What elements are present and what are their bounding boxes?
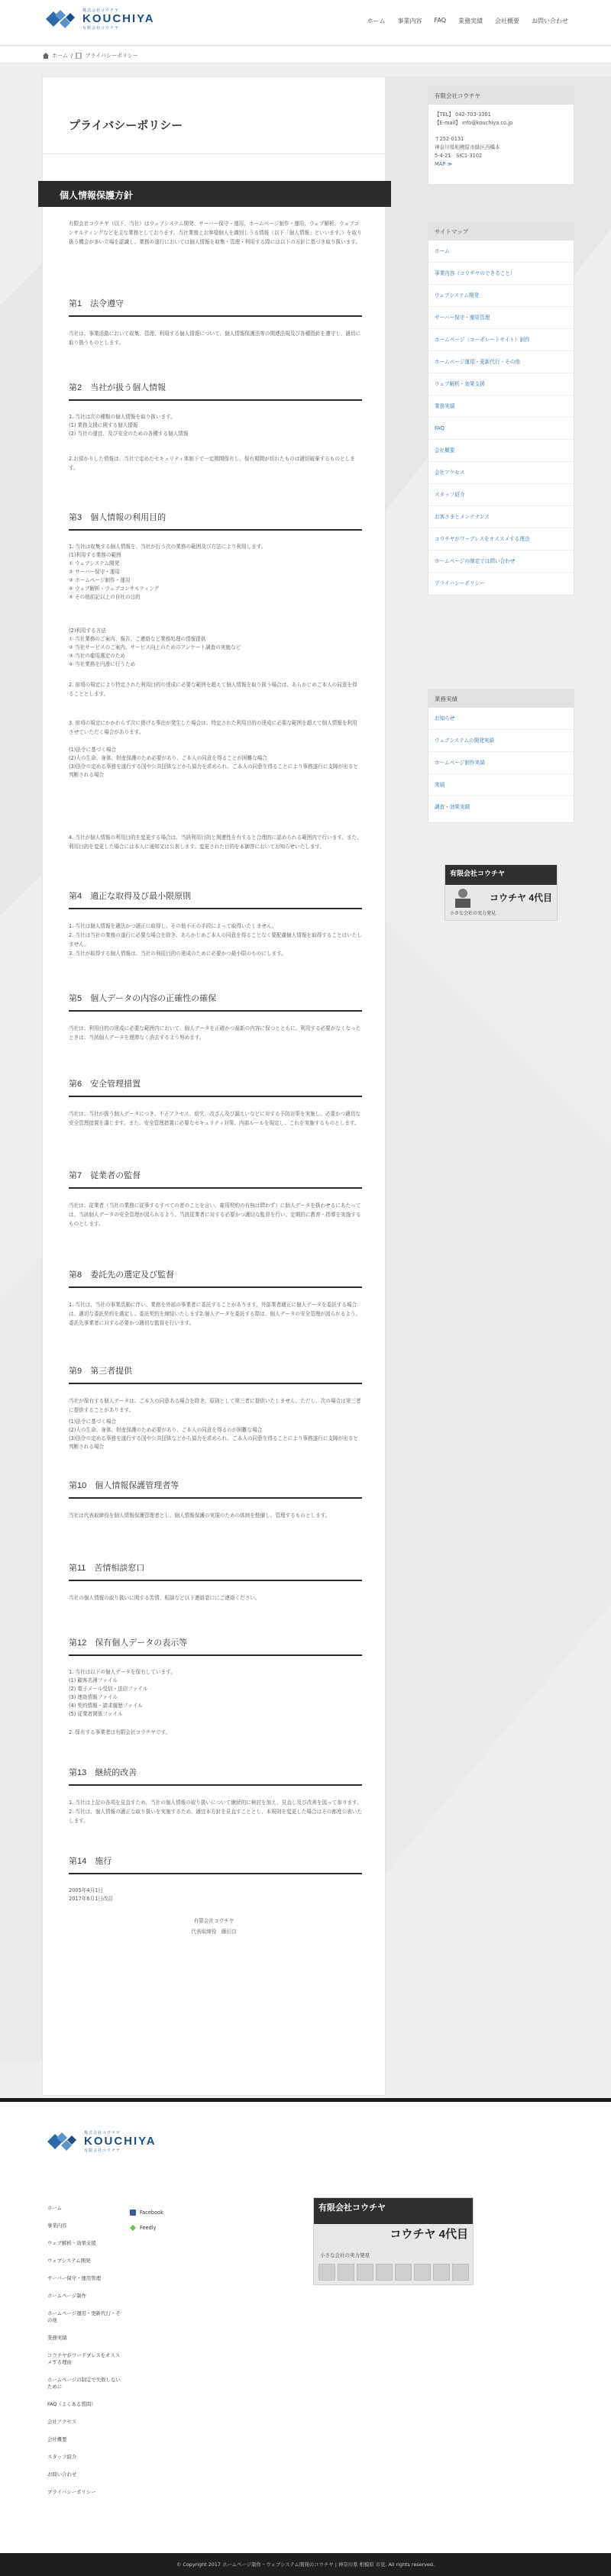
- sitemap-link[interactable]: ウェブシステム開発: [428, 285, 574, 307]
- footer-link[interactable]: ホームページ制作: [47, 2293, 86, 2299]
- list-item: ③ 当社の雇用選定のため: [69, 653, 125, 659]
- list-item: ③ ホームページ制作・運用: [69, 577, 131, 583]
- list-item: 2. 当社は、個人情報の適正な取り扱いを実施するため、適宜本方針を見直すこととし、本規則を変更した場合はその都度公表いたします。: [69, 1809, 362, 1824]
- title-divider: [43, 153, 385, 154]
- feedly-link[interactable]: [130, 2225, 163, 2231]
- footer-link[interactable]: お問い合わせ: [47, 2471, 77, 2478]
- nav-company[interactable]: 会社概要: [495, 18, 519, 24]
- facebook-link[interactable]: [130, 2210, 163, 2216]
- representative: 代表取締役 藤田良: [191, 1929, 237, 1935]
- photo-thumb: [376, 2264, 393, 2281]
- footer-link[interactable]: スタッフ紹介: [47, 2454, 77, 2460]
- achievement-link[interactable]: ホームページ制作実績: [428, 752, 574, 774]
- banner-tagline: 小さな会社の実力発見: [450, 911, 496, 916]
- achievement-link[interactable]: お知らせ: [428, 708, 574, 730]
- footer-link[interactable]: 業務実績: [47, 2335, 67, 2341]
- company-mail[interactable]: 【E-mail】 info@kouchiya.co.jp: [435, 120, 513, 126]
- section-5-body: 当社は、利用目的の達成に必要な範囲内において、個人データを正確かつ最新の内容に保つとともに、利用する必要がなくなったときは、当該個人データを遅滞なく消去するよう努めます。: [69, 1025, 361, 1041]
- section-12-title: 第12 保有個人データの表示等: [69, 1636, 362, 1656]
- feedly-icon: [130, 2225, 136, 2231]
- footer-link[interactable]: ホームページ運用・更新代行・その他: [47, 2310, 121, 2323]
- footer-banner-tagline: 小さな会社の実力発見: [320, 2252, 370, 2258]
- photo-thumb: [395, 2264, 412, 2281]
- section-4-list: [69, 922, 362, 958]
- breadcrumb-home[interactable]: ホーム: [52, 53, 68, 59]
- footer-links: [47, 2205, 124, 2507]
- company-address: 神奈川県相模原市緑区西橋本: [435, 144, 500, 150]
- list-item: 1. 当社は個人情報を適法かつ適正に取得し、その他不正の手段によって取得いたしません。: [69, 923, 277, 929]
- list-item: ① ウェブシステム開発: [69, 560, 120, 567]
- footer-logo[interactable]: [44, 2129, 157, 2155]
- breadcrumb: [43, 52, 138, 60]
- list-item: 1. 当社は上記の各項を見直すため、当社の個人情報の取り扱いについて継続的に検討を加え、見直し及び改善を図って参ります。: [69, 1800, 362, 1806]
- footer-link[interactable]: ホーム: [47, 2205, 63, 2211]
- list-item: ② 当社サービスのご案内、サービス向上のためのアンケート調査の実施など: [69, 644, 241, 650]
- achievement-link[interactable]: 実績: [428, 774, 574, 796]
- nav-services[interactable]: 事業内容: [397, 18, 422, 24]
- document-icon: [76, 53, 82, 59]
- photo-thumb: [338, 2264, 354, 2281]
- footer-link[interactable]: プライバシーポリシー: [47, 2489, 96, 2495]
- list-item: (1)利用する業務の範囲: [69, 552, 121, 558]
- footer-logo-text: KOUCHIYA: [84, 2135, 157, 2148]
- page-title: プライバシーポリシー: [69, 119, 183, 132]
- site-footer: [0, 2098, 611, 2576]
- breadcrumb-separator: /: [71, 53, 73, 59]
- sitemap-link[interactable]: スタッフ紹介: [428, 484, 574, 506]
- company-banner[interactable]: [445, 864, 558, 921]
- section-3-list: [69, 543, 362, 602]
- achievements-box: [428, 689, 574, 823]
- list-item: (1)法令に基づく場合: [69, 747, 117, 753]
- section-13-title: 第13 継続的改善: [69, 1766, 362, 1786]
- main-content: [42, 76, 386, 2096]
- list-item: 1. 当社は次の種類の個人情報を取り扱います。: [69, 414, 176, 420]
- section-14-list: [69, 1887, 362, 1903]
- map-link[interactable]: MAP ≫: [435, 161, 453, 167]
- site-header: [0, 0, 611, 46]
- home-icon: [43, 53, 49, 59]
- photo-thumb: [433, 2264, 450, 2281]
- sitemap-link[interactable]: ホームページ運用・更新代行・その他: [428, 351, 574, 373]
- sitemap-link[interactable]: プライバシーポリシー: [435, 580, 485, 586]
- section-5-title: 第5 個人データの内容の正確性の確保: [69, 992, 362, 1012]
- company-address2: 5-4-21 SIC1-3102: [435, 153, 483, 159]
- company-name: 有限会社コウチヤ: [193, 1918, 234, 1924]
- nav-home[interactable]: ホーム: [367, 18, 386, 24]
- list-item: (2)人の生命、身体、財産保護のため必要があり、ご本人の同意を得るのが困難な場合: [69, 1427, 263, 1433]
- section-12-list: [69, 1668, 362, 1719]
- nav-works[interactable]: 業務実績: [458, 18, 483, 24]
- section-10-body: 当社は代表取締役を個人情報保護管理者とし、個人情報保護の実現のための体制を整備し、管理するものとします。: [69, 1512, 331, 1519]
- list-item: 2017年6月1日改訂: [69, 1896, 114, 1902]
- breadcrumb-current: プライバシーポリシー: [85, 53, 139, 59]
- logo-sub-text: 有限会社コウチヤ: [82, 26, 120, 31]
- sitemap-box: [428, 221, 574, 596]
- footer-link[interactable]: コウチヤがワードプレスをオススメする理由: [47, 2352, 121, 2365]
- banner-generation: コウチヤ 4代目: [489, 893, 552, 903]
- copyright: © Copyright 2017 ホームページ制作・ウェブシステム開発のコウチヤ | 神奈川県 相模原 市見. All rights reserved.: [0, 2553, 611, 2576]
- sitemap-link[interactable]: ホームページの制定では問い合わせ: [428, 550, 574, 573]
- logo-text: KOUCHIYA: [82, 12, 155, 25]
- section-10-title: 第10 個人情報保護管理者等: [69, 1479, 362, 1499]
- list-item: 1. 当社は以下の個人データを保有しています。: [69, 1669, 176, 1675]
- footer-link[interactable]: ウェブ解析・効果支援: [47, 2240, 96, 2246]
- section-7-title: 第7 従業者の監督: [69, 1169, 362, 1189]
- footer-link[interactable]: ウェブシステム開発: [47, 2258, 91, 2264]
- section-8-body: 1. 当社は、当社の事業活動に伴い、業務を外部の事業者に委託することがあります。外部業者適正に個人データを委託する場合は、適切な委託契約を選定し、委託契約を締結いたします2.個人データを委託する際は、個人データの安全管理が図られるよう、委託先事業者に対する必要かつ適切な監督を行います。: [69, 1302, 361, 1326]
- list-item: ⑤ その他前記以上の自社の目的: [69, 594, 141, 600]
- list-item: (2) 電子メール受信・送信ファイル: [69, 1686, 148, 1692]
- sitemap-link[interactable]: 会社アクセス: [428, 462, 574, 484]
- section-9-body: 当社が保有する個人データは、ご本人の同意ある場合を除き、原則として第三者に提供いたしません。ただし、次の場合は第三者に提供することがあります。: [69, 1398, 361, 1413]
- section-7-body: 当社は、従業者（当社の業務に従事するすべての者のことを言い、雇用契約の有無は問わず）に個人データを扱わせるにあたっては、当該個人データの安全管理が図られるよう、当該従業者に対する必要かつ適切な監督を行い、定期的に教育・指導を実施するものとします。: [69, 1202, 361, 1227]
- person-photo-icon: [451, 886, 474, 908]
- list-item: (4) 契約情報・請求履歴ファイル: [69, 1703, 144, 1709]
- feedly-label: Feedly: [140, 2225, 157, 2231]
- section-3-body3: 3. 前項の規定にかかわらず次に掲げる事由が発生した場合は、特定された利用目的の達成に必要な範囲を超えて個人情報を利用させていただく場合があります。: [69, 720, 357, 735]
- footer-top-border: [0, 2098, 611, 2102]
- sitemap-link[interactable]: 業務実績: [428, 395, 574, 418]
- sitemap-link[interactable]: サーバー保守・運用管理: [428, 307, 574, 329]
- list-item: (3)法令の定める事務を遂行する国や公共団体などから協力を求められ、ご本人の同意を得ることにより事務遂行に支障が出ると判断される場合: [69, 1435, 358, 1450]
- sitemap-link[interactable]: FAQ: [428, 418, 574, 440]
- photo-strip: [318, 2264, 469, 2281]
- photo-thumb: [357, 2264, 373, 2281]
- logo-mark-icon: [44, 2129, 79, 2155]
- list-item: 1. 当社は収集する個人情報を、当社が行う次の業務の範囲及び方法により利用します。: [69, 544, 267, 550]
- section-6-body: 当社は、当社が扱う個人データにつき、不正アクセス、紛失、改ざん及び漏えいなどに対する予防対策を実施し、必要かつ適切な安全管理措置を講じます。また、安全管理措置に必要なセキュリティ対策、内部ルールを規定し、これを実施するものとします。: [69, 1111, 361, 1126]
- section-8-title: 第8 委託先の選定及び監督: [69, 1268, 362, 1288]
- list-item: 3. 当社が取得する個人情報は、当社の利用目的の達成のために必要かつ最小限のものにします。: [69, 951, 286, 957]
- footer-banner[interactable]: [313, 2197, 474, 2285]
- section-3-body2: 2. 前項の規定により特定された利用目的の達成に必要な範囲を超えて個人情報を取り扱う場合は、あらかじめご本人の同意を得ることとします。: [69, 682, 357, 697]
- company-zip: 〒252-0131: [435, 136, 464, 142]
- photo-thumb: [414, 2264, 431, 2281]
- sitemap-link[interactable]: 事業内容（コウチヤのできること）: [428, 263, 574, 285]
- facebook-label: Facebook: [140, 2210, 163, 2216]
- nav-faq[interactable]: FAQ: [434, 17, 446, 24]
- list-item: (2) 当社の運営、及び安全のための各種する個人情報: [69, 431, 189, 437]
- sitemap-link[interactable]: お客さまとメンテナンス: [428, 506, 574, 528]
- section-4-title: 第4 適正な取得及び最小限原則: [69, 889, 362, 909]
- footer-link[interactable]: サーバー保守・運用管理: [47, 2275, 101, 2281]
- facebook-icon: [130, 2210, 136, 2216]
- sitemap-link[interactable]: ウェブ解析・効果支援: [428, 373, 574, 395]
- footer-logo-small: 株式会社コウチヤ: [84, 2131, 121, 2135]
- section-11-title: 第11 苦情相談窓口: [69, 1561, 362, 1581]
- nav-contact[interactable]: お問い合わせ: [532, 18, 568, 24]
- list-item: (3) 連絡情報ファイル: [69, 1694, 118, 1700]
- footer-link[interactable]: 会社概要: [47, 2436, 67, 2442]
- section-3-list2: [69, 627, 362, 669]
- section-9-title: 第9 第三者提供: [69, 1364, 362, 1384]
- footer-social: [130, 2210, 163, 2240]
- list-item: ② サーバー保守・運用: [69, 569, 121, 575]
- list-item: ④ 当社業務を円滑に行うため: [69, 661, 136, 667]
- footer-banner-generation: コウチヤ 4代目: [390, 2228, 468, 2241]
- list-item: 2. 当社は当社の業務の遂行に必要な場合を除き、あらかじめご本人の同意を得ることなく要配慮個人情報を取得することはいたしません。: [69, 932, 362, 947]
- section-2-body2: 2.お預かりした情報は、当社で定めたセキュリティ体制下で一定期間保有し、保有期間が切れたものは適切破棄するものとします。: [69, 456, 355, 471]
- breadcrumb-bar: [0, 47, 611, 63]
- footer-link[interactable]: 事業内容: [47, 2223, 67, 2229]
- section-1-title: 第1 法令遵守: [69, 297, 362, 317]
- section-2-list: [69, 413, 362, 438]
- intro-text: 有限会社コウチヤ（以下、当社）はウェブシステム開発、サーバー保守・運用、ホームページ制作・運用、ウェブ解析、ウェブコンサルティングなどを主な業務としております。当社業務上お客様個人を識別しうる情報（以下「個人情報」といいます。）を取り扱う機会が多い立場を認識し、業務の遂行においては個人情報を収集・管理・利用する際には以下の方針に基づき取り扱います。: [69, 221, 362, 245]
- section-2-title: 第2 当社が扱う個人情報: [69, 381, 362, 401]
- sitemap-link[interactable]: ホームページ（コーポレートサイト）制作: [428, 329, 574, 351]
- list-item: (1) 顧客名簿ファイル: [69, 1677, 118, 1683]
- list-item: (1)法令に基づく場合: [69, 1419, 117, 1425]
- list-item: (5) 従業者関係ファイル: [69, 1711, 123, 1717]
- list-item: 2005年4月1日: [69, 1887, 103, 1893]
- list-item: (2)利用する方法: [69, 628, 106, 634]
- global-nav: [367, 17, 569, 25]
- photo-thumb: [452, 2264, 469, 2281]
- section-heading: 個人情報保護方針: [38, 181, 391, 207]
- section-13-list: [69, 1798, 362, 1825]
- sitemap-link[interactable]: 会社概要: [428, 440, 574, 462]
- company-info-box: [428, 86, 574, 185]
- photo-thumb: [318, 2264, 335, 2281]
- list-item: (3)法令の定める事務を遂行する国や公共団体などから協力を求められ、ご本人の同意を得ることにより事務遂行に支障が出ると判断される場合: [69, 763, 358, 778]
- list-item: (2)人の生命、身体、財産保護のため必要があり、ご本人の同意を得ることが困難な場合: [69, 755, 267, 761]
- logo-mark-icon: [43, 6, 78, 32]
- company-tel[interactable]: 【TEL】 042-703-3301: [435, 111, 491, 118]
- footer-link[interactable]: FAQ（よくある質問）: [47, 2401, 96, 2407]
- achievements-title: 業務実績: [428, 689, 574, 708]
- section-9-list: [69, 1418, 362, 1451]
- section-1-body: 当社は、事業活動において収集、管理、利用する個人情報について、個人情報保護法等の関連法規及び各種指針を遵守し、適切に取り扱うものとします。: [69, 331, 361, 346]
- section-3-list3: [69, 746, 362, 780]
- list-item: ① 当社業務のご案内、報告、ご連絡など業務処理の情報提供: [69, 636, 206, 642]
- sitemap-link[interactable]: コウチヤがワープレスをオススメする理由: [428, 528, 574, 550]
- sitemap-title: サイトマップ: [428, 222, 574, 240]
- footer-link[interactable]: 会社アクセス: [47, 2419, 77, 2425]
- section-3-body4: 4. 当社が個人情報の利用目的を変更する場合は、当該利用目的と関連性を有すると合理的に認められる範囲内で行います。また、利用目的を変更した場合には本人に通知又は公表します。変更された目的を本御答においてお知らせいたします。: [69, 834, 362, 850]
- footer-link[interactable]: ホームページの制定で失敗しないために: [47, 2377, 121, 2390]
- footer-banner-title: 有限会社コウチヤ: [318, 2203, 386, 2213]
- site-logo[interactable]: [43, 6, 155, 32]
- footer-logo-sub: 有限会社コウチヤ: [84, 2148, 121, 2153]
- section-12-body2: 2. 保有する事業者は有限会社コウチヤです。: [69, 1729, 171, 1735]
- list-item: ④ ウェブ解析・ウェブコンサルティング: [69, 586, 160, 592]
- achievement-link[interactable]: ウェブシステムの開発実績: [428, 730, 574, 752]
- logo-small-text: 株式会社コウチヤ: [82, 8, 120, 13]
- banner-title: 有限会社コウチヤ: [450, 870, 506, 877]
- sitemap-link[interactable]: ホーム: [428, 240, 574, 263]
- section-3-title: 第3 個人情報の利用目的: [69, 511, 362, 531]
- section-14-title: 第14 施行: [69, 1855, 362, 1874]
- company-info-title: 有限会社コウチヤ: [428, 86, 574, 105]
- list-item: (1) 業務支援に関する個人情報: [69, 422, 138, 428]
- section-6-title: 第6 安全管理措置: [69, 1077, 362, 1097]
- achievement-link[interactable]: 調査・効果実績: [435, 804, 470, 810]
- section-11-body: 当社の個人情報の取り扱いに関する苦情、相談など以下連絡窓口にご連絡ください。: [69, 1595, 260, 1601]
